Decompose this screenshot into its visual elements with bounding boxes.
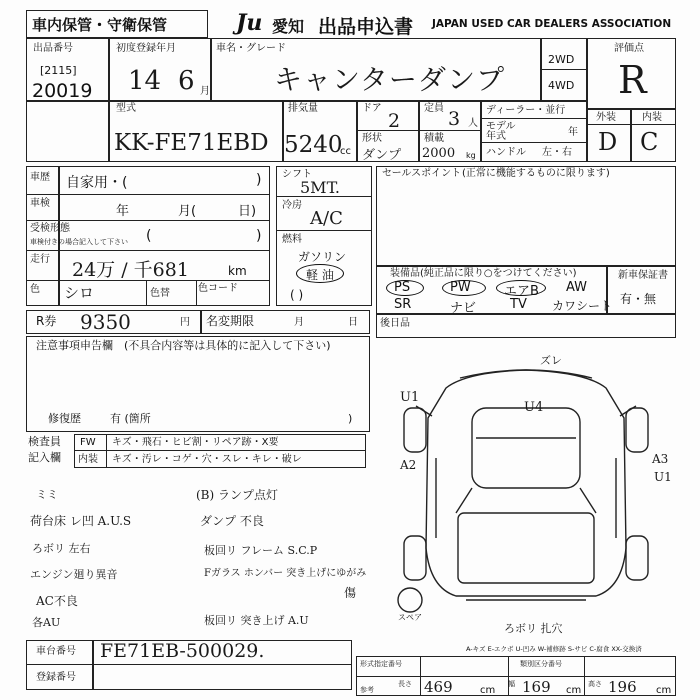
first-reg-year: 14 — [128, 66, 162, 96]
name-change-label: 名変期限 — [206, 314, 255, 328]
form-title: 出品申込書 — [318, 16, 414, 38]
color-swap-label: 色替 — [150, 288, 170, 299]
model-year-label: モデル — [486, 121, 516, 132]
inspector-label: 検査員 — [28, 435, 61, 448]
inspector-entry-label: 記入欄 — [28, 451, 61, 464]
diagram-mark-u4: U4 — [524, 400, 544, 415]
equipment-airbag: エアB — [504, 284, 539, 299]
remark-1: ミミ — [36, 488, 58, 501]
equipment-seat: カワシート — [552, 299, 613, 313]
inspection-label: 車検 — [30, 198, 50, 209]
inspection-month-unit: 月( — [178, 204, 197, 219]
mileage-unit: km — [228, 264, 247, 278]
remark-2: (B) ランプ点灯 — [196, 488, 278, 502]
remark-6: 板回リ フレーム S.C.P — [204, 544, 318, 557]
recycle-unit: 円 — [180, 317, 190, 328]
diagram-mark-a2: A2 — [400, 458, 417, 472]
notes-hint: (不具合内容等は具体的に記入して下さい) — [124, 339, 331, 352]
equipment-label: 装備品(純正品に限り○をつけてください) — [390, 268, 577, 279]
load-value: 2000 — [422, 146, 456, 161]
recycle-box — [26, 310, 370, 334]
dims-ref-label: 参考 — [360, 686, 374, 694]
diagram-mark-u1-left: U1 — [400, 390, 420, 405]
width-unit: cm — [566, 685, 582, 696]
vehicle-diagram — [376, 338, 676, 630]
equipment-sr: SR — [394, 297, 412, 312]
diagram-spare-label: スペア — [398, 613, 422, 622]
fuel-gasoline: ガソリン — [298, 250, 347, 264]
car-name-label: 車名・グレード — [216, 43, 286, 54]
width-value: 169 — [522, 678, 551, 696]
inspector-legend-interior: キズ・汚レ・コゲ・穴・スレ・キレ・破レ — [112, 454, 302, 465]
handle-label: ハンドル — [486, 147, 526, 158]
storage-title: 車内保管・守衛保管 — [32, 16, 168, 34]
notes-label: 注意事項申告欄 — [36, 339, 113, 352]
color-label: 色 — [30, 284, 40, 295]
accepted-label: 受検形態 — [30, 223, 70, 234]
equipment-aw: AW — [566, 280, 588, 295]
registration-label: 登録番号 — [36, 672, 76, 683]
postscript-box — [376, 314, 676, 338]
remark-7: エンジン廻り異音 — [30, 568, 118, 581]
remark-10: 傷 — [344, 586, 357, 600]
history-value: 自家用・( — [66, 175, 128, 191]
logo-prefecture: 愛知 — [272, 17, 305, 36]
ac-label: 冷房 — [282, 200, 302, 211]
year-label: 年式 — [486, 131, 506, 142]
fuel-diesel: 軽 油 — [306, 268, 334, 282]
score-label: 評価点 — [614, 43, 644, 54]
equipment-tv: TV — [510, 297, 527, 312]
height-unit: cm — [656, 685, 672, 696]
interior-label: 内装 — [642, 112, 662, 123]
association-name: JAPAN USED CAR DEALERS ASSOCIATION — [432, 18, 672, 30]
recycle-value: 9350 — [80, 310, 131, 334]
category-number-label: 類別区分番号 — [520, 660, 562, 668]
name-change-day: 日 — [348, 317, 358, 328]
height-label: 高さ — [588, 680, 602, 688]
lot-sub-number: [2115] — [40, 64, 77, 77]
ju-logo: Ju — [236, 10, 263, 36]
car-name-value: キャンターダンプ — [274, 63, 506, 96]
load-label: 積載 — [424, 133, 444, 144]
accepted-open: ( — [146, 228, 152, 244]
lot-label: 出品番号 — [33, 43, 73, 54]
displacement-label: 排気量 — [288, 103, 318, 114]
remark-5: ろボリ 左右 — [32, 542, 91, 555]
warranty-options: 有・無 — [620, 292, 657, 306]
history-close: ) — [256, 172, 262, 188]
model-label: 型式 — [116, 103, 136, 114]
remark-8: Fガラス ホンバー 突き上げにゆがみ — [204, 568, 367, 579]
repair-value: 有 (箇所 — [110, 412, 151, 425]
history-label: 車歴 — [30, 172, 50, 183]
length-unit: cm — [480, 685, 496, 696]
selling-points-label: セールスポイント — [382, 168, 462, 179]
selling-points-box — [376, 166, 676, 266]
inspection-year-unit: 年 — [116, 204, 130, 219]
doors-value: 2 — [388, 110, 401, 132]
doors-label: ドア — [362, 103, 382, 114]
drive-2wd: 2WD — [548, 53, 575, 66]
year-unit: 年 — [568, 127, 578, 138]
damage-legend: A-キズ E-エクボ U-凹み W-補修跡 S-サビ C-腐食 XX-交換済 — [466, 645, 642, 653]
fuel-label: 燃料 — [282, 234, 302, 245]
displacement-unit: cc — [340, 146, 351, 157]
repair-close: ) — [348, 412, 353, 425]
postscript-label: 後日品 — [380, 318, 410, 329]
interior-value: C — [640, 128, 659, 156]
first-reg-month: 6 — [178, 66, 195, 96]
mileage-label: 走行 — [30, 254, 50, 265]
capacity-value: 3 — [448, 108, 461, 130]
shape-label: 形状 — [362, 133, 382, 144]
inspector-legend-exterior: キズ・飛石・ヒビ割・リペア跡・X要 — [112, 437, 279, 448]
type-number-label: 形式指定番号 — [360, 660, 402, 668]
chassis-label: 車台番号 — [36, 646, 76, 657]
mileage-value: 24万 / 千681 — [72, 259, 189, 281]
remark-11: 各AU — [32, 616, 61, 629]
handle-options: 左・右 — [542, 147, 572, 158]
dealer-label: ディーラー・並行 — [486, 105, 566, 116]
length-label: 長さ — [398, 680, 412, 688]
lot-number: 20019 — [32, 80, 93, 102]
height-value: 196 — [608, 678, 637, 696]
width-label: 幅 — [508, 680, 515, 688]
shape-value: ダンプ — [362, 148, 402, 163]
equipment-pw: PW — [450, 280, 471, 295]
capacity-unit: 人 — [468, 118, 478, 129]
score-value: R — [618, 58, 647, 102]
repair-label: 修復歴 — [48, 412, 81, 425]
load-unit: kg — [466, 151, 476, 160]
accepted-close: ) — [256, 228, 262, 244]
displacement-value: 5240 — [284, 132, 343, 158]
inspector-interior: 内装 — [78, 454, 98, 465]
shift-value: 5MT. — [300, 178, 340, 197]
diagram-mark-zure: ズレ — [540, 354, 562, 367]
remark-9: AC不良 — [36, 594, 78, 608]
recycle-label: R券 — [36, 314, 57, 328]
diagram-mark-a3: A3 — [652, 452, 669, 466]
color-code-label: 色コード — [198, 283, 238, 294]
first-reg-month-unit: 月 — [200, 86, 210, 97]
remark-12: 板回リ 突き上げ A.U — [204, 614, 309, 627]
inspector-fw: FW — [80, 437, 96, 448]
accepted-note: 車検付きの場合記入して下さい — [30, 238, 128, 246]
model-value: KK-FE71EBD — [114, 130, 269, 156]
length-value: 469 — [424, 678, 453, 696]
capacity-label: 定員 — [424, 103, 444, 114]
diagram-mark-u1-right: U1 — [654, 470, 672, 484]
remark-3: 荷台床 レ凹 A.U.S — [30, 514, 132, 528]
equipment-ps: PS — [394, 280, 411, 295]
exterior-value: D — [598, 128, 618, 156]
remark-4: ダンプ 不良 — [200, 514, 264, 528]
shift-label: シフト — [282, 169, 312, 180]
equipment-navi: ナビ — [450, 301, 477, 316]
warranty-label: 新車保証書 — [618, 270, 668, 281]
chassis-value: FE71EB-500029. — [100, 640, 265, 662]
inspection-day-unit: 日) — [238, 204, 257, 219]
name-change-month: 月 — [294, 317, 304, 328]
ac-value: A/C — [310, 208, 343, 229]
first-reg-label: 初度登録年月 — [116, 43, 176, 54]
diagram-mark-rear: ろボリ 扎穴 — [504, 622, 563, 635]
selling-points-note: (正常に機能するものに限ります) — [462, 168, 610, 179]
color-value: シロ — [64, 284, 95, 302]
exterior-label: 外装 — [596, 112, 616, 123]
drive-4wd: 4WD — [548, 79, 575, 92]
fuel-other: ( ) — [290, 288, 304, 302]
